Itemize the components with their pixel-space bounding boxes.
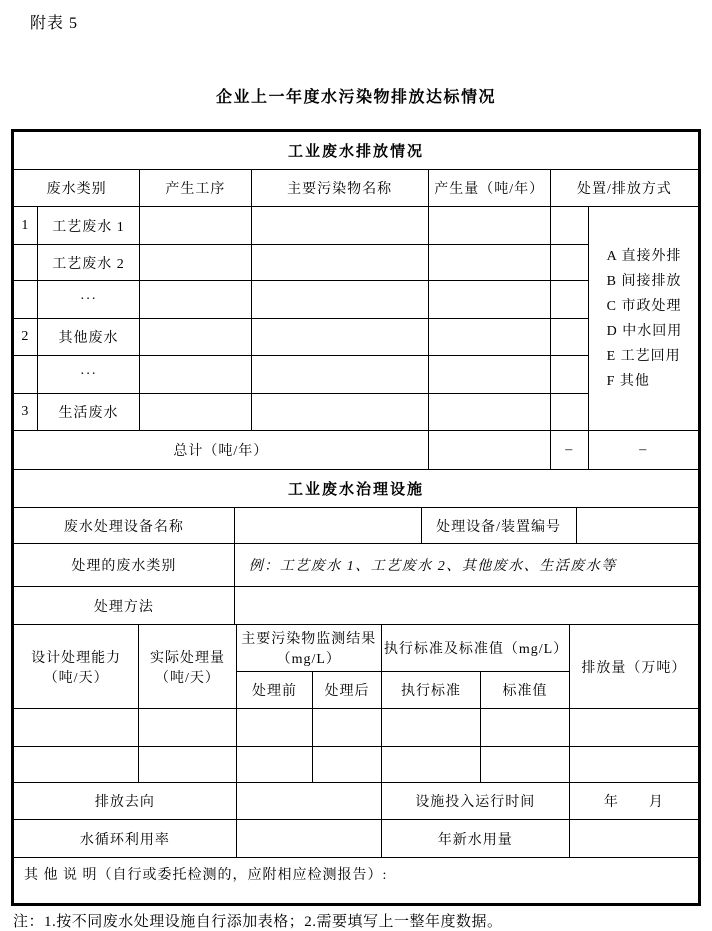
col-header-amount: 产生量（吨/年） xyxy=(428,170,550,207)
destination-label: 排放去向 xyxy=(14,783,237,820)
waste-type-cell: ··· xyxy=(37,281,139,319)
process-input-cell xyxy=(140,394,251,431)
run-time-value-cell: 年 月 xyxy=(569,783,698,820)
design-capacity-input-cell xyxy=(14,747,139,783)
table-row xyxy=(14,747,699,783)
other-notes-table xyxy=(13,857,699,904)
actual-volume-input-cell xyxy=(139,747,236,783)
discharge-amount-input-cell xyxy=(569,747,698,783)
table-row xyxy=(14,207,699,245)
waste-type-cell: 工艺废水 1 xyxy=(37,207,139,245)
row-number xyxy=(14,245,38,281)
row-number: 2 xyxy=(14,319,38,356)
waste-type-cell: 其他废水 xyxy=(37,319,139,356)
col-header-disposal: 处置/排放方式 xyxy=(550,170,698,207)
amount-input-cell xyxy=(428,245,550,281)
total-label: 总计（吨/年） xyxy=(14,431,429,470)
disposal-code-input-cell xyxy=(550,319,588,356)
amount-input-cell xyxy=(428,394,550,431)
disposal-option: A 直接外排 xyxy=(606,248,682,264)
std-value-input-cell xyxy=(481,747,570,783)
discharge-amount-header: 排放量（万吨） xyxy=(569,625,698,709)
page-title: 企业上一年度水污染物排放达标情况 xyxy=(215,89,496,106)
table-row xyxy=(14,470,699,508)
table-row xyxy=(14,132,699,170)
disposal-code-input-cell xyxy=(550,281,588,319)
std-name-input-cell xyxy=(381,709,480,747)
pollutant-input-cell xyxy=(251,319,428,356)
after-treatment-header: 处理后 xyxy=(313,672,382,709)
after-input-cell xyxy=(313,709,382,747)
design-capacity-header: 设计处理能力（吨/天） xyxy=(14,625,139,709)
std-value-input-cell xyxy=(481,709,570,747)
treatment-table-bottom xyxy=(13,782,699,858)
foot-note: 注：1.按不同废水处理设施自行添加表格；2.需要填写上一整年度数据。 xyxy=(13,914,503,930)
monitor-result-header: 主要污染物监测结果（mg/L） xyxy=(236,625,381,672)
equipment-name-label: 废水处理设备名称 xyxy=(14,508,235,544)
disposal-option: D 中水回用 xyxy=(606,323,683,339)
disposal-options-cell xyxy=(588,207,698,431)
pollutant-input-cell xyxy=(251,281,428,319)
waste-category-label: 处理的废水类别 xyxy=(14,544,235,587)
equipment-name-input-cell xyxy=(234,508,421,544)
fresh-water-label: 年新水用量 xyxy=(381,820,569,858)
col-header-pollutant: 主要污染物名称 xyxy=(251,170,428,207)
other-notes-cell: 其 他 说 明（自行或委托检测的，应附相应检测报告）: xyxy=(14,858,699,904)
equipment-no-input-cell xyxy=(576,508,698,544)
row-number xyxy=(14,356,38,394)
pollutant-input-cell xyxy=(251,207,428,245)
table-row xyxy=(14,170,699,207)
method-input-cell xyxy=(234,587,698,625)
waste-category-example: 例：工艺废水 1、工艺废水 2、其他废水、生活废水等 xyxy=(234,544,698,587)
std-name-header: 执行标准 xyxy=(381,672,480,709)
col-header-waste-type: 废水类别 xyxy=(14,170,140,207)
table-row xyxy=(14,709,699,747)
pollutant-input-cell xyxy=(251,245,428,281)
form-table xyxy=(11,129,701,906)
disposal-code-input-cell xyxy=(550,245,588,281)
table-row xyxy=(14,544,699,587)
amount-input-cell xyxy=(428,356,550,394)
waste-type-cell: 工艺废水 2 xyxy=(37,245,139,281)
table-row xyxy=(14,625,699,672)
std-name-input-cell xyxy=(381,747,480,783)
actual-volume-header: 实际处理量（吨/天） xyxy=(139,625,236,709)
amount-input-cell xyxy=(428,281,550,319)
table-row xyxy=(14,508,699,544)
before-input-cell xyxy=(236,709,313,747)
process-input-cell xyxy=(140,281,251,319)
monitoring-table xyxy=(13,624,699,783)
destination-input-cell xyxy=(236,783,381,820)
standard-header: 执行标准及标准值（mg/L） xyxy=(381,625,569,672)
table-row xyxy=(14,783,699,820)
disposal-option: F 其他 xyxy=(606,373,650,389)
equipment-no-label: 处理设备/装置编号 xyxy=(421,508,576,544)
recycle-rate-input-cell xyxy=(236,820,381,858)
discharge-amount-input-cell xyxy=(569,709,698,747)
disposal-code-input-cell xyxy=(550,207,588,245)
section-title-discharge: 工业废水排放情况 xyxy=(14,132,699,170)
actual-volume-input-cell xyxy=(139,709,236,747)
table-row xyxy=(14,858,699,904)
disposal-option: E 工艺回用 xyxy=(606,348,681,364)
before-input-cell xyxy=(236,747,313,783)
row-number: 3 xyxy=(14,394,38,431)
process-input-cell xyxy=(140,245,251,281)
disposal-code-input-cell xyxy=(550,394,588,431)
recycle-rate-label: 水循环利用率 xyxy=(14,820,237,858)
disposal-option: B 间接排放 xyxy=(606,273,682,289)
table-row xyxy=(14,587,699,625)
pollutant-input-cell xyxy=(251,356,428,394)
col-header-process: 产生工序 xyxy=(140,170,251,207)
total-dash: – xyxy=(588,431,698,470)
design-capacity-input-cell xyxy=(14,709,139,747)
total-dash: – xyxy=(550,431,588,470)
std-value-header: 标准值 xyxy=(481,672,570,709)
waste-type-cell: 生活废水 xyxy=(37,394,139,431)
row-number xyxy=(14,281,38,319)
treatment-table-upper xyxy=(13,469,699,625)
process-input-cell xyxy=(140,356,251,394)
row-number: 1 xyxy=(14,207,38,245)
run-time-label: 设施投入运行时间 xyxy=(381,783,569,820)
before-treatment-header: 处理前 xyxy=(236,672,313,709)
method-label: 处理方法 xyxy=(14,587,235,625)
discharge-table xyxy=(13,131,699,470)
appendix-label: 附表 5 xyxy=(30,15,79,32)
section-title-treatment: 工业废水治理设施 xyxy=(14,470,699,508)
after-input-cell xyxy=(313,747,382,783)
table-row xyxy=(14,431,699,470)
total-amount-input-cell xyxy=(428,431,550,470)
process-input-cell xyxy=(140,207,251,245)
fresh-water-input-cell xyxy=(569,820,698,858)
process-input-cell xyxy=(140,319,251,356)
disposal-option: C 市政处理 xyxy=(606,298,682,314)
waste-type-cell: ··· xyxy=(37,356,139,394)
pollutant-input-cell xyxy=(251,394,428,431)
disposal-code-input-cell xyxy=(550,356,588,394)
amount-input-cell xyxy=(428,207,550,245)
amount-input-cell xyxy=(428,319,550,356)
table-row xyxy=(14,820,699,858)
